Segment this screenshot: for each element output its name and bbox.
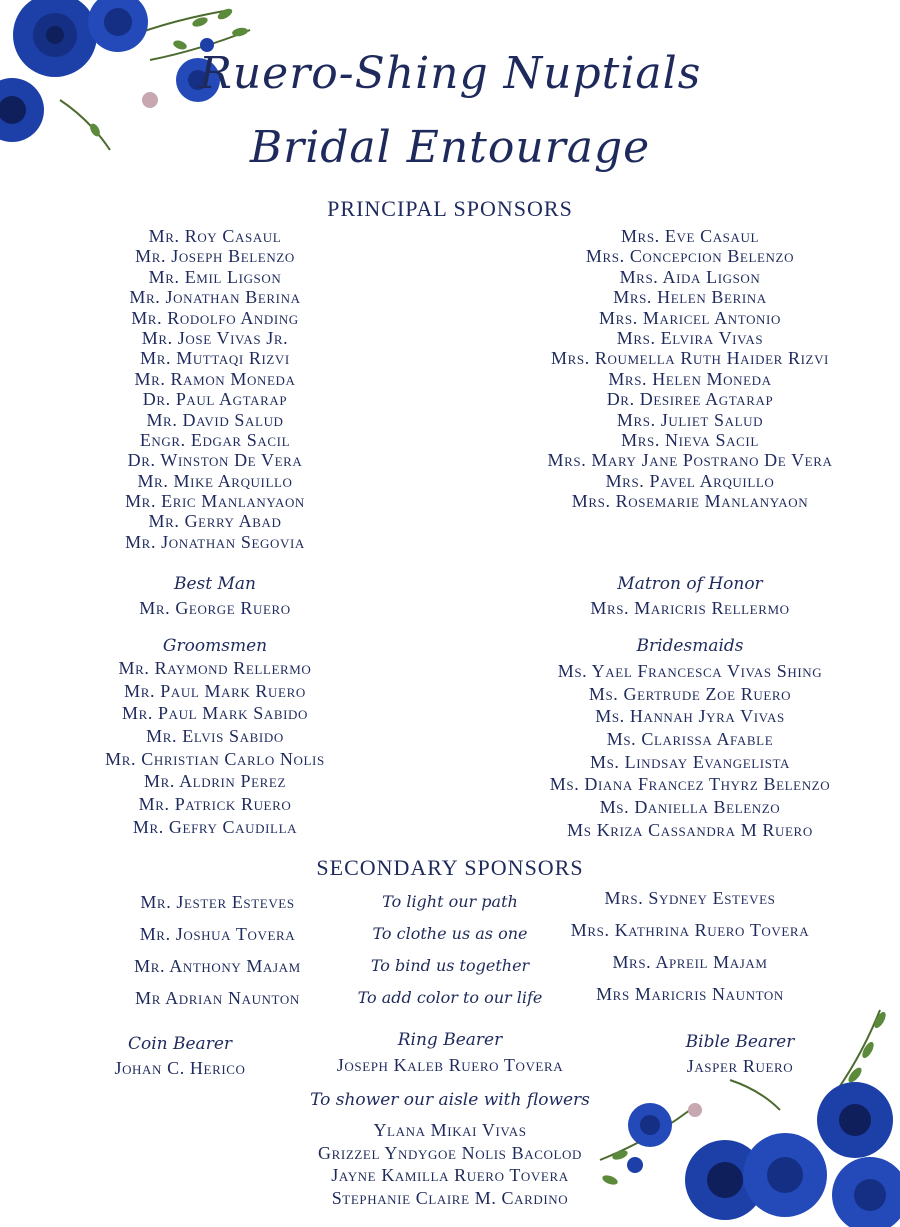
ring-bearer-label: Ring Bearer — [397, 1030, 503, 1050]
matron-of-honor-label: Matron of Honor — [617, 574, 763, 594]
list-item: Mr. Gefry Caudilla — [132, 816, 298, 837]
secondary-sponsors-left-list — [90, 886, 345, 1014]
list-item: Mrs. Sydney Esteves — [604, 888, 776, 908]
list-item: Ms. Diana Francez Thyrz Belenzo — [549, 774, 831, 795]
phrase-item: To add color to our life — [357, 988, 543, 1007]
ring-bearer-name: Joseph Kaleb Ruero Tovera — [336, 1055, 564, 1075]
list-item: Mr. Jonathan Segovia — [125, 531, 305, 552]
list-item: Mr. Aldrin Perez — [143, 771, 286, 792]
list-item: Mrs. Eve Casaul — [620, 226, 760, 246]
list-item: Mr. Gerry Abad — [148, 511, 282, 532]
list-item: Jayne Kamilla Ruero Tovera — [331, 1165, 569, 1186]
bible-bearer-name: Jasper Ruero — [686, 1056, 794, 1076]
secondary-sponsors-right-list — [545, 882, 835, 1010]
list-item: Mr. David Salud — [146, 409, 284, 430]
list-item: Mr. Raymond Rellermo — [118, 658, 312, 678]
list-item: Mr. Emil Ligson — [148, 266, 282, 287]
list-item: Mr. Mike Arquillo — [137, 470, 293, 491]
groomsmen-label: Groomsmen — [162, 636, 268, 656]
principal-sponsors-heading: PRINCIPAL SPONSORS — [327, 196, 573, 221]
list-item: Mr Adrian Naunton — [135, 988, 300, 1008]
list-item: Mr. Patrick Ruero — [138, 794, 292, 815]
coin-bearer-label: Coin Bearer — [127, 1034, 233, 1054]
principal-sponsors-left-list — [75, 226, 355, 552]
list-item: Dr. Winston De Vera — [127, 450, 303, 471]
list-item: Mr. Joshua Tovera — [139, 924, 296, 944]
list-item: Mr. Jonathan Berina — [129, 287, 301, 308]
list-item: Mrs. Mary Jane Postrano De Vera — [547, 450, 833, 471]
matron-of-honor-name: Mrs. Maricris Rellermo — [590, 598, 790, 618]
coin-bearer-name: Johan C. Herico — [114, 1058, 246, 1078]
phrase-item: To bind us together — [370, 956, 530, 975]
list-item: Mr. Muttaqi Rizvi — [140, 348, 290, 369]
list-item: Mrs. Rosemarie Manlanyaon — [571, 491, 809, 512]
list-item: Mr. Anthony Majam — [134, 956, 301, 976]
title-line-1: Ruero-Shing Nuptials — [198, 48, 702, 99]
list-item: Mr. Roy Casaul — [148, 226, 282, 246]
list-item: Mrs. Helen Berina — [613, 287, 767, 308]
list-item: Mrs. Pavel Arquillo — [605, 470, 775, 491]
secondary-sponsors-phrases — [345, 886, 555, 1014]
principal-sponsors-right-list — [500, 226, 880, 511]
list-item: Stephanie Claire M. Cardino — [331, 1188, 569, 1209]
list-item: Mr. Eric Manlanyaon — [125, 491, 305, 512]
bridesmaids-label: Bridesmaids — [636, 636, 744, 656]
list-item: Mrs Maricris Naunton — [596, 984, 784, 1004]
list-item: Ylana Mikai Vivas — [373, 1120, 527, 1140]
list-item: Mrs. Concepcion Belenzo — [585, 246, 795, 267]
flower-girls-label: To shower our aisle with flowers — [310, 1090, 590, 1110]
list-item: Ms. Hannah Jyra Vivas — [595, 706, 785, 727]
list-item: Ms. Daniella Belenzo — [599, 797, 781, 818]
list-item: Mr. Joseph Belenzo — [135, 246, 295, 267]
phrase-item: To light our path — [382, 892, 518, 911]
list-item: Ms. Lindsay Evangelista — [589, 751, 791, 772]
best-man-label: Best Man — [173, 574, 256, 594]
list-item: Dr. Paul Agtarap — [142, 389, 288, 410]
list-item: Mr. Jester Esteves — [140, 892, 295, 912]
list-item: Dr. Desiree Agtarap — [606, 389, 774, 410]
list-item: Mrs. Juliet Salud — [616, 409, 764, 430]
list-item: Mr. Christian Carlo Nolis — [105, 748, 325, 769]
list-item: Mr. Elvis Sabido — [146, 726, 284, 747]
list-item: Mrs. Aida Ligson — [619, 266, 761, 287]
phrase-item: To clothe us as one — [372, 924, 528, 943]
list-item: Mrs. Apreil Majam — [612, 952, 768, 972]
list-item: Mrs. Kathrina Ruero Tovera — [570, 920, 810, 940]
list-item: Mrs. Nieva Sacil — [621, 429, 759, 450]
list-item: Mr. Paul Mark Ruero — [124, 680, 306, 701]
list-item: Mrs. Elvira Vivas — [616, 327, 764, 348]
list-item: Mrs. Helen Moneda — [608, 368, 772, 389]
list-item: Mr. Rodolfo Anding — [131, 307, 299, 328]
bridesmaids-list — [500, 660, 880, 842]
list-item: Mr. Ramon Moneda — [134, 368, 296, 389]
list-item: Grizzel Yndygoe Nolis Bacolod — [318, 1142, 582, 1163]
list-item: Ms. Yael Francesca Vivas Shing — [557, 661, 823, 681]
list-item: Mr. Paul Mark Sabido — [121, 703, 309, 724]
best-man-name: Mr. George Ruero — [139, 598, 291, 618]
list-item: Mrs. Roumella Ruth Haider Rizvi — [551, 348, 829, 369]
secondary-sponsors-heading: SECONDARY SPONSORS — [316, 855, 584, 880]
list-item: Engr. Edgar Sacil — [139, 429, 291, 450]
list-item: Ms Kriza Cassandra M Ruero — [567, 819, 813, 840]
title-line-2: Bridal Entourage — [249, 122, 651, 173]
flower-girls-list — [270, 1119, 630, 1210]
list-item: Mrs. Maricel Antonio — [599, 307, 781, 328]
list-item: Ms. Clarissa Afable — [606, 729, 774, 750]
bible-bearer-label: Bible Bearer — [685, 1032, 795, 1052]
groomsmen-list — [55, 657, 375, 839]
list-item: Mr. Jose Vivas Jr. — [141, 327, 289, 348]
list-item: Ms. Gertrude Zoe Ruero — [588, 683, 792, 704]
